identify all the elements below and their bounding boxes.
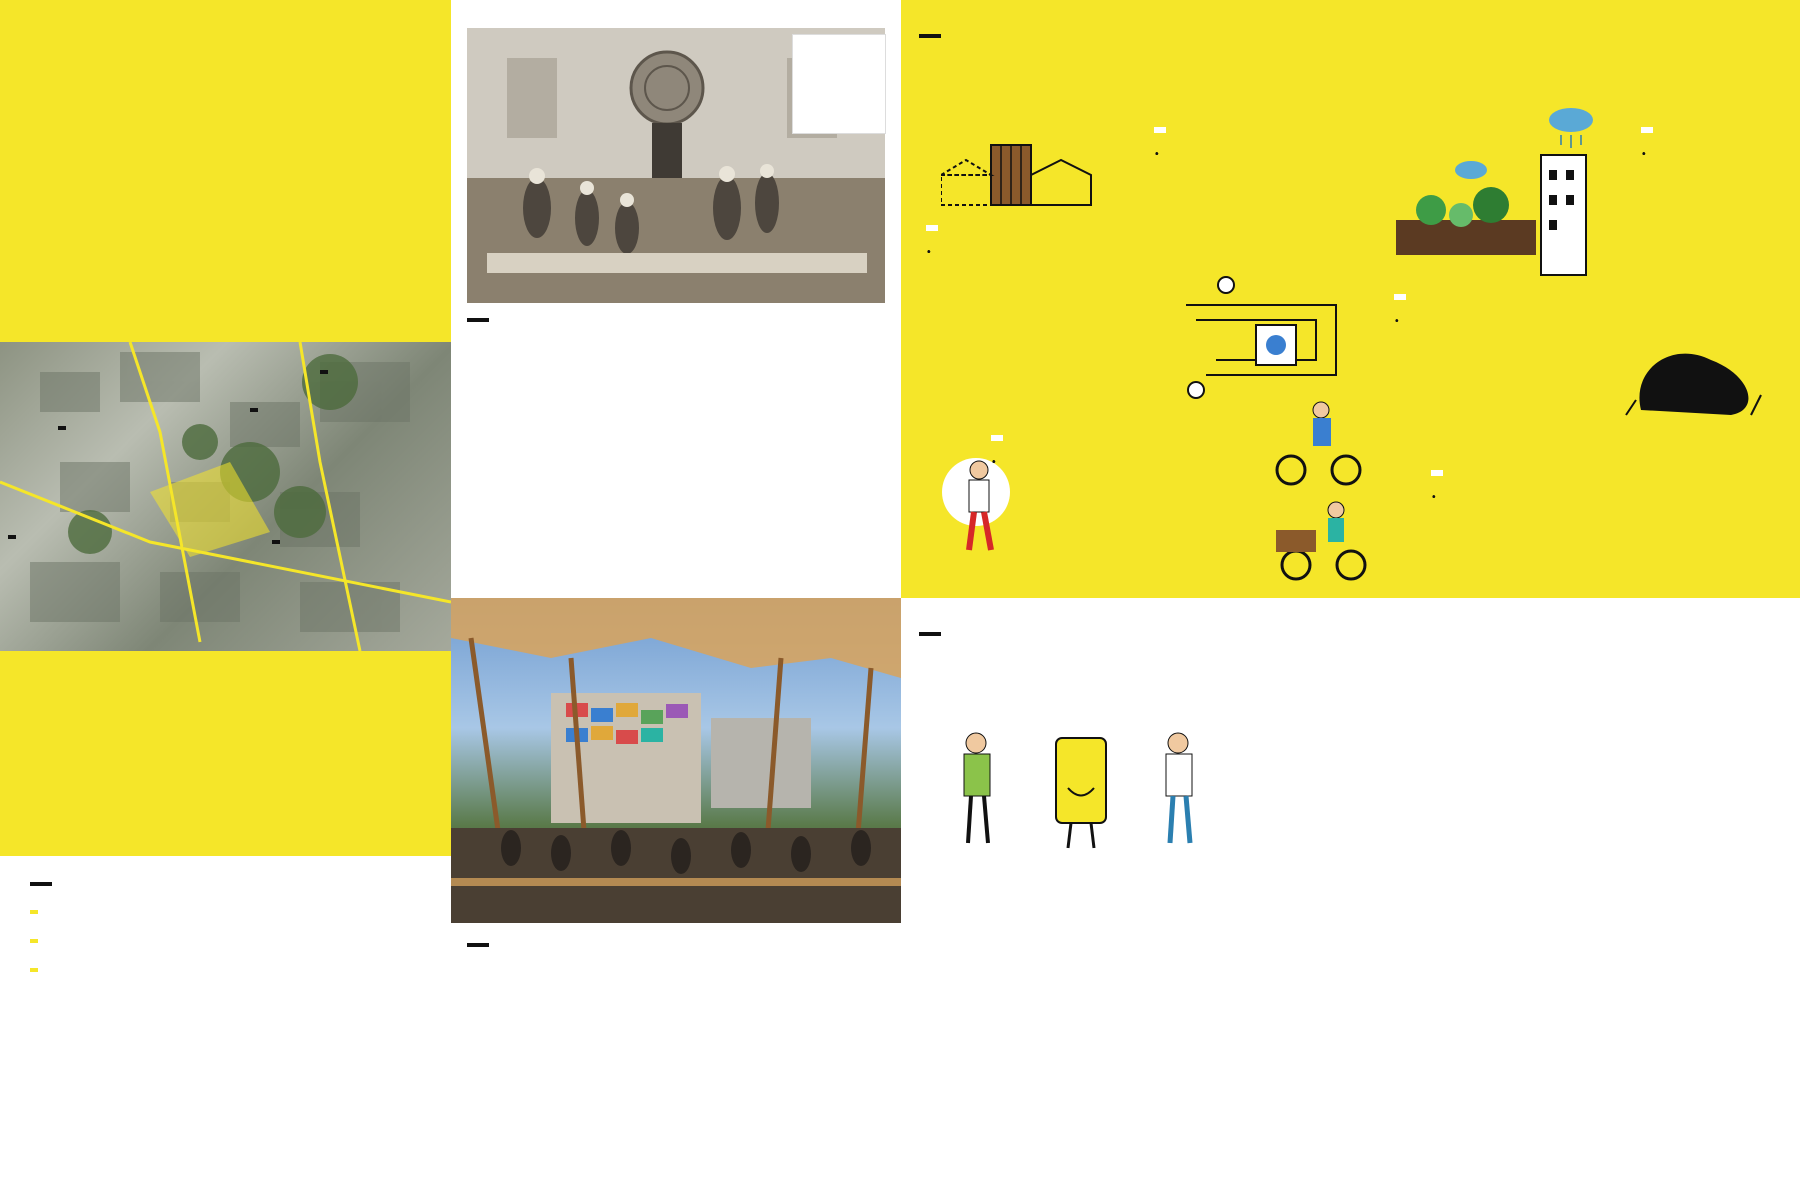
title-dash xyxy=(919,632,941,636)
map-label xyxy=(58,426,66,430)
mobilite-box xyxy=(991,435,1206,457)
energie-box xyxy=(1154,127,1379,149)
fabrique-item xyxy=(30,962,431,981)
nature-illustration xyxy=(1621,330,1771,420)
fabrique-item xyxy=(30,904,431,923)
sharing-people-illustration xyxy=(946,728,1216,858)
construction-tag xyxy=(926,225,938,231)
title-dash xyxy=(467,943,489,947)
photo-drawing xyxy=(451,598,901,923)
title-dash xyxy=(30,882,52,886)
fabrique-item-head xyxy=(30,939,38,943)
sobre-panel xyxy=(901,0,1800,598)
engagements-box xyxy=(1431,470,1781,492)
engraving-caption xyxy=(792,34,886,134)
eaux-tag xyxy=(1394,294,1406,300)
histoire-panel xyxy=(451,0,901,598)
intro-panel xyxy=(0,0,451,342)
map-label xyxy=(250,408,258,412)
biodiversite-tag xyxy=(1641,127,1653,133)
fabrique-item xyxy=(30,933,431,952)
aerial-texture xyxy=(0,342,451,651)
fabrique-item-head xyxy=(30,968,38,972)
anime-panel xyxy=(901,598,1800,1196)
histoire-col-2 xyxy=(685,372,885,379)
energie-tag xyxy=(1154,127,1166,133)
title-dash xyxy=(467,318,489,322)
construction-box xyxy=(926,225,1156,247)
eaux-box xyxy=(1394,294,1599,316)
fabrique-panel xyxy=(0,856,451,1196)
map-label xyxy=(320,370,328,374)
energy-network-illustration xyxy=(1166,265,1366,400)
map-label xyxy=(272,540,280,544)
biodiversite-box xyxy=(1641,127,1781,149)
map-label xyxy=(8,535,16,539)
pedestrian-illustration xyxy=(941,450,1021,570)
histoire-col-1 xyxy=(467,372,673,379)
engagements-tag xyxy=(1431,470,1443,476)
biodiversity-illustration xyxy=(1391,100,1616,280)
title-dash xyxy=(919,34,941,38)
prefiguration-panel xyxy=(451,923,901,1196)
enclos-panel xyxy=(0,651,451,856)
cyclists-illustration xyxy=(1271,400,1371,590)
fabrique-item-head xyxy=(30,910,38,914)
grands-voisins-photo xyxy=(451,598,901,923)
construction-illustration xyxy=(941,140,1101,210)
aerial-map xyxy=(0,342,451,651)
mobilite-tag xyxy=(991,435,1003,441)
